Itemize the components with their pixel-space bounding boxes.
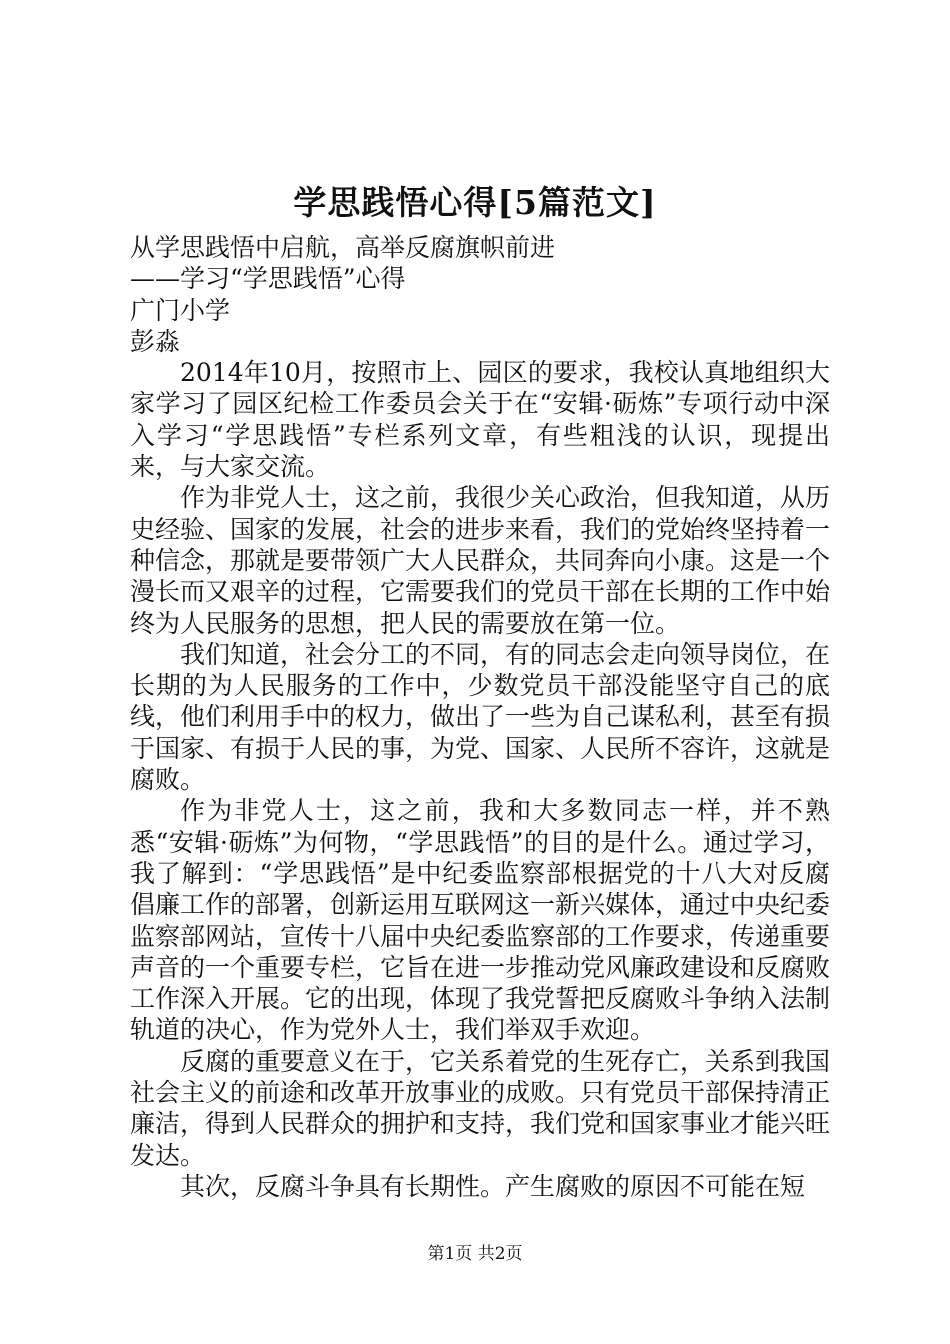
paragraph: 作为非党人士，这之前，我和大多数同志一样，并不熟悉“安辑·砺炼”为何物，“学思践悟”的目的是什么。通过学习，我了解到：“学思践悟”是中纪委监察部根据党的十八大对反腐倡廉工作的部署，创新运用互联网这一新兴媒体，通过中央纪委监察部网站，宣传十八届中央纪委监察部的工作要求，传递重要声音的一个重要专栏，它旨在进一步推动党风廉政建设和反腐败工作深入开展。它的出现，体现了我党誓把反腐败斗争纳入法制轨道的决心，作为党外人士，我们举双手欢迎。 [130,796,831,1045]
page-number-footer: 第1页 共2页 [427,1244,523,1264]
author-name: 彭淼 [130,326,181,356]
paragraph: 作为非党人士，这之前，我很少关心政治，但我知道，从历史经验、国家的发展，社会的进步来看，我们的党始终坚持着一种信念，那就是要带领广大人民群众，共同奔向小康。这是一个漫长而又艰辛的过程，它需要我们的党员干部在长期的工作中始终为人民服务的思想，把人民的需要放在第一位。 [130,483,831,638]
paragraph: 反腐的重要意义在于，它关系着党的生死存亡，关系到我国社会主义的前途和改革开放事业的成败。只有党员干部保持清正廉洁，得到人民群众的拥护和支持，我们党和国家事业才能兴旺发达。 [130,1046,831,1170]
paragraph: 2014年10月，按照市上、园区的要求，我校认真地组织大家学习了园区纪检工作委员会关于在“安辑·砺炼”专项行动中深入学习“学思践悟”专栏系列文章，有些粗浅的认识，现提出来，与大家交流。 [130,358,830,482]
document-body [130,232,830,1202]
subtitle: 从学思践悟中启航，高举反腐旗帜前进 [130,233,556,262]
paragraph: 其次，反腐斗争具有长期性。产生腐败的原因不可能在短 [180,1171,806,1201]
document-title: 学思践悟心得[5篇范文] [293,183,657,222]
school-name: 广门小学 [130,295,231,325]
paragraph: 我们知道，社会分工的不同，有的同志会走向领导岗位，在长期的为人民服务的工作中，少数党员干部没能坚守自己的底线，他们利用手中的权力，做出了一些为自己谋私利，甚至有损于国家、有损于人民的事，为党、国家、人民所不容许，这就是腐败。 [130,639,831,795]
subtitle-secondary: ——学习“学思践悟”心得 [130,264,406,294]
